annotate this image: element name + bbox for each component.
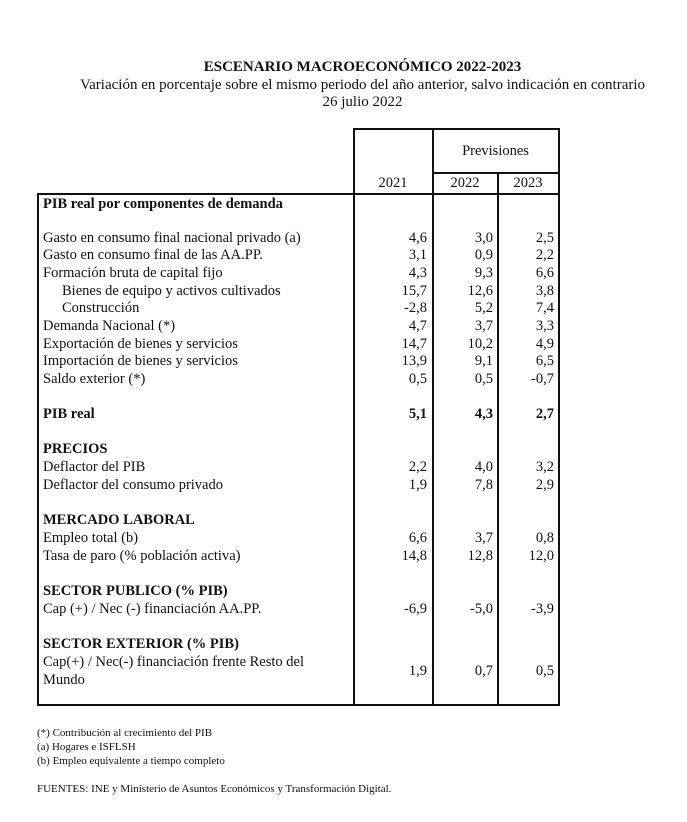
value-cell-2021: -2,8: [404, 300, 427, 316]
source-note: FUENTES: INE y Ministerio de Asuntos Económicos y Transformación Digital.: [37, 783, 392, 795]
value-cell-2023: -0,7: [531, 371, 554, 387]
value-cell-2023: 2,2: [535, 247, 554, 263]
value-cell-2022: 0,5: [474, 371, 493, 387]
value-cell-2022: 3,7: [474, 530, 493, 546]
row-label: Deflactor del consumo privado: [43, 477, 223, 493]
footnote: (a) Hogares e ISFLSH: [37, 741, 136, 753]
column-header-2023: 2023: [513, 175, 543, 191]
value-cell-2022: 9,1: [474, 353, 493, 369]
document-date: 26 julio 2022: [322, 94, 403, 110]
value-cell-2021: 14,8: [401, 548, 427, 564]
row-label-continued: Mundo: [43, 672, 85, 688]
value-cell-2021: 1,9: [408, 663, 427, 679]
value-cell-2021: 6,6: [408, 530, 427, 546]
value-cell-2022: 9,3: [474, 265, 493, 281]
row-label: Bienes de equipo y activos cultivados: [62, 283, 281, 299]
row-label: Tasa de paro (% población activa): [43, 548, 241, 564]
row-label: Exportación de bienes y servicios: [43, 336, 238, 352]
row-label: Cap(+) / Nec(-) financiación frente Resto del: [43, 654, 305, 670]
value-cell-2021: 5,1: [408, 406, 427, 422]
previsiones-divider: [432, 172, 559, 174]
column-header-2022: 2022: [450, 175, 480, 191]
section-heading: MERCADO LABORAL: [43, 512, 195, 528]
value-cell-2022: 12,8: [467, 548, 493, 564]
value-cell-2023: 12,0: [528, 548, 554, 564]
value-cell-2023: 3,8: [535, 283, 554, 299]
value-cell-2022: -5,0: [470, 601, 493, 617]
section-heading: SECTOR PUBLICO (% PIB): [43, 583, 228, 599]
value-cell-2023: 2,5: [535, 230, 554, 246]
value-cell-2021: 4,6: [408, 230, 427, 246]
value-cell-2021: -6,9: [404, 601, 427, 617]
value-cell-2022: 3,7: [474, 318, 493, 334]
value-cell-2023: -3,9: [531, 601, 554, 617]
footnote: (*) Contribución al crecimiento del PIB: [37, 727, 213, 739]
value-cell-2022: 0,7: [474, 663, 493, 679]
value-cell-2023: 2,9: [535, 477, 554, 493]
value-cell-2023: 2,7: [535, 406, 554, 422]
value-cell-2023: 3,2: [535, 459, 554, 475]
value-cell-2021: 0,5: [408, 371, 427, 387]
table-left-border: [37, 193, 39, 706]
section-heading: PRECIOS: [43, 441, 108, 457]
row-label: Deflactor del PIB: [43, 459, 146, 475]
value-cell-2023: 6,6: [535, 265, 554, 281]
value-cell-2022: 10,2: [467, 336, 493, 352]
row-label: Empleo total (b): [43, 530, 139, 546]
row-label: Gasto en consumo final nacional privado (a): [43, 230, 301, 246]
value-cell-2021: 13,9: [401, 353, 427, 369]
column-divider: [353, 128, 355, 706]
value-cell-2022: 3,0: [474, 230, 493, 246]
footnote: (b) Empleo equivalente a tiempo completo: [37, 755, 225, 767]
value-cell-2023: 3,3: [535, 318, 554, 334]
header-bottom-border: [37, 193, 559, 195]
value-cell-2021: 15,7: [401, 283, 427, 299]
value-cell-2021: 1,9: [408, 477, 427, 493]
value-cell-2022: 12,6: [467, 283, 493, 299]
value-cell-2021: 3,1: [408, 247, 427, 263]
value-cell-2022: 0,9: [474, 247, 493, 263]
value-cell-2021: 2,2: [408, 459, 427, 475]
table-top-border: [353, 128, 559, 130]
row-label: PIB real: [43, 406, 95, 422]
row-label: Construcción: [62, 300, 140, 316]
value-cell-2022: 5,2: [474, 300, 493, 316]
section-heading: PIB real por componentes de demanda: [43, 196, 283, 212]
value-cell-2022: 4,3: [474, 406, 493, 422]
previsiones-header: Previsiones: [462, 143, 529, 159]
row-label: Saldo exterior (*): [43, 371, 146, 387]
value-cell-2021: 4,7: [408, 318, 427, 334]
row-label: Importación de bienes y servicios: [43, 353, 238, 369]
document-subtitle: Variación en porcentaje sobre el mismo periodo del año anterior, salvo indicación en contrario: [79, 77, 646, 93]
row-label: Formación bruta de capital fijo: [43, 265, 223, 281]
row-label: Gasto en consumo final de las AA.PP.: [43, 247, 263, 263]
value-cell-2021: 14,7: [401, 336, 427, 352]
value-cell-2022: 7,8: [474, 477, 493, 493]
document-title: ESCENARIO MACROECONÓMICO 2022-2023: [203, 59, 522, 75]
row-label: Cap (+) / Nec (-) financiación AA.PP.: [43, 601, 262, 617]
row-label: Demanda Nacional (*): [43, 318, 176, 334]
value-cell-2023: 0,8: [535, 530, 554, 546]
table-bottom-border: [37, 704, 559, 706]
value-cell-2022: 4,0: [474, 459, 493, 475]
value-cell-2023: 0,5: [535, 663, 554, 679]
value-cell-2023: 4,9: [535, 336, 554, 352]
section-heading: SECTOR EXTERIOR (% PIB): [43, 636, 239, 652]
value-cell-2023: 7,4: [535, 300, 554, 316]
value-cell-2021: 4,3: [408, 265, 427, 281]
table-right-border: [558, 128, 560, 706]
column-header-2021: 2021: [378, 175, 408, 191]
value-cell-2023: 6,5: [535, 353, 554, 369]
